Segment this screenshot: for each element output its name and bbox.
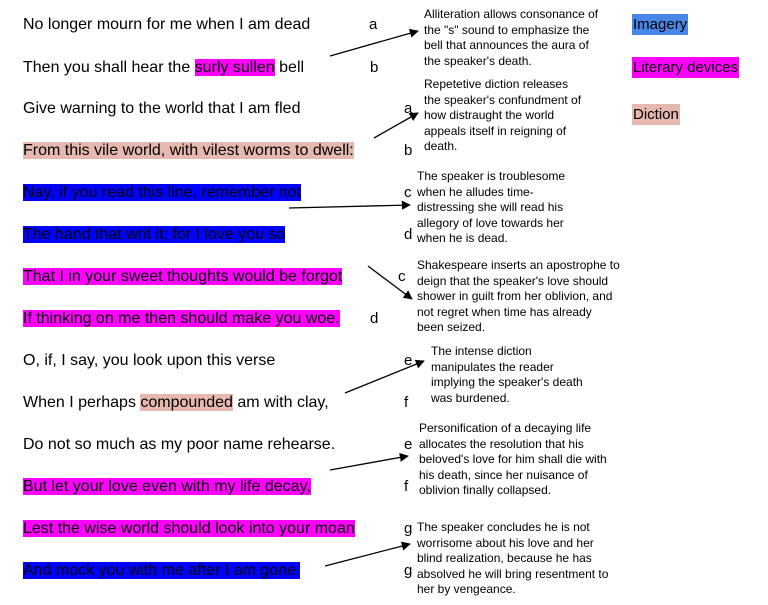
rhyme-letter-5: c <box>404 184 412 201</box>
poem-line-7: That I in your sweet thoughts would be forgot <box>23 268 343 285</box>
poem-line-1: No longer mourn for me when I am dead <box>23 16 311 33</box>
annotation-intense-diction: The intense diction manipulates the reader implying the speaker's death was burdened. <box>431 344 583 405</box>
arrow-1 <box>330 31 418 56</box>
legend-literary-devices: Literary devices <box>633 59 739 76</box>
rhyme-letter-14: g <box>404 562 413 579</box>
rhyme-letter-7: c <box>398 268 406 285</box>
rhyme-letter-13: g <box>404 520 413 537</box>
arrow-5 <box>345 361 424 393</box>
poem-line-6: The hand that writ it; for I love you so <box>23 226 286 243</box>
rhyme-letter-3: a <box>404 100 413 117</box>
poem-line-3: Give warning to the world that I am fled <box>23 100 301 117</box>
arrow-3 <box>289 205 410 208</box>
annotation-conclusion: The speaker concludes he is not worrisome about his love and her blind realization, because he has absolved he will bring resentment to her by vengeance. <box>417 520 609 597</box>
rhyme-letter-4: b <box>404 142 413 159</box>
arrow-2 <box>374 113 418 138</box>
poem-line-2-end: bell <box>274 59 305 76</box>
poem-line-5: Nay, if you read this line, remember not <box>23 184 302 201</box>
arrow-7 <box>325 544 410 566</box>
annotation-personification: Personification of a decaying life allocates the resolution that his beloved's love for him shall die with his death, since her nuisance of oblivion finally collapsed. <box>419 421 607 498</box>
poem-line-11: Do not so much as my poor name rehearse. <box>23 436 336 453</box>
poem-line-2-start: Then you shall hear the <box>23 59 195 76</box>
rhyme-letter-9: e <box>404 352 413 369</box>
poem-line-13: Lest the wise world should look into your moan <box>23 520 355 537</box>
poem-line-10-end: am with clay, <box>232 394 329 411</box>
arrow-4 <box>368 266 412 299</box>
poem-line-4: From this vile world, with vilest worms to dwell: <box>23 142 354 159</box>
annotation-apostrophe: Shakespeare inserts an apostrophe to deign that the speaker's love should shower in guilt from her oblivion, and not regret when time has already been seized. <box>417 258 620 335</box>
annotation-repetitive-diction: Repetetive diction releases the speaker's confundment of how distraught the world appeals itself in reigning of death. <box>424 77 582 154</box>
legend-imagery: Imagery <box>633 16 688 33</box>
highlight-surly-sullen: surly sullen <box>194 59 275 76</box>
rhyme-letter-2: b <box>370 59 379 76</box>
rhyme-letter-11: e <box>404 436 413 453</box>
rhyme-letter-10: f <box>404 394 409 411</box>
rhyme-letter-1: a <box>369 16 378 33</box>
poem-line-8: If thinking on me then should make you woe. <box>23 310 340 327</box>
annotation-alliteration: Alliteration allows consonance of the "s" sound to emphasize the bell that announces the aura of the speaker's death. <box>424 7 599 68</box>
rhyme-letter-6: d <box>404 226 413 243</box>
rhyme-letter-8: d <box>370 310 379 327</box>
arrow-6 <box>330 456 408 470</box>
highlight-compounded: compounded <box>140 394 233 411</box>
poem-line-9: O, if, I say, you look upon this verse <box>23 352 276 369</box>
rhyme-letter-12: f <box>404 478 409 495</box>
poem-line-14: And mock you with me after I am gone. <box>23 562 301 579</box>
poem-line-12: But let your love even with my life decay, <box>23 478 311 495</box>
legend-diction: Diction <box>633 106 679 123</box>
annotation-troublesome: The speaker is troublesome when he alludes time- distressing she will read his allegory of love towards her when he is dead. <box>417 169 566 246</box>
poem-line-10-start: When I perhaps <box>23 394 141 411</box>
